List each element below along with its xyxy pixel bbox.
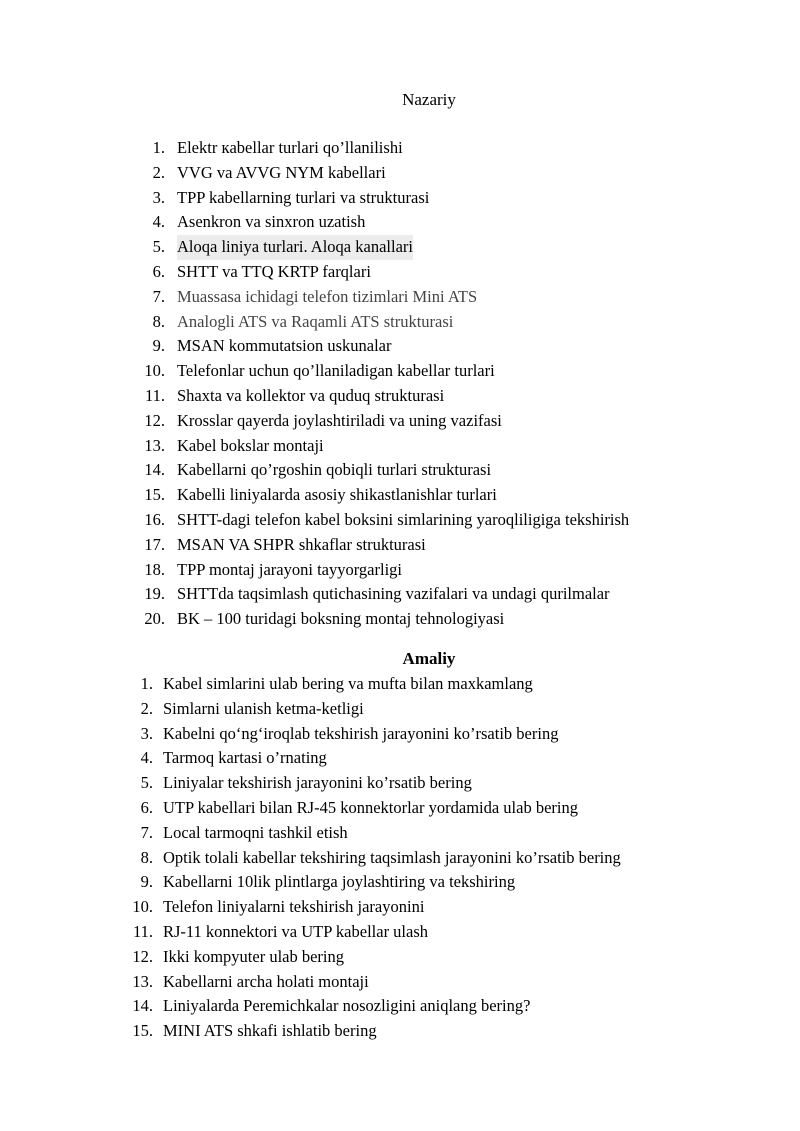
item-number: 18.: [144, 559, 165, 579]
theory-title: Nazariy: [402, 90, 456, 109]
item-text: Optik tolali kabellar tekshiring taqsimlash jarayonini ko’rsatib bering: [163, 847, 621, 867]
item-number: 12.: [144, 410, 165, 430]
item-text: Analogli ATS va Raqamli ATS strukturasi: [177, 311, 454, 331]
item-text: MINI ATS shkafi ishlatib bering: [163, 1021, 377, 1041]
item-text: Liniyalar tekshirish jarayonini ko’rsatib bering: [163, 773, 472, 793]
item-text: RJ-11 konnektori va UTP kabellar ulash: [163, 921, 429, 941]
item-number: 6.: [152, 261, 165, 281]
item-number: 9.: [140, 872, 153, 892]
item-text: Kabel simlarini ulab bering va mufta bilan maxkamlang: [163, 674, 533, 693]
item-number: 10.: [132, 897, 153, 917]
item-text: MSAN kommutatsion uskunalar: [177, 336, 392, 356]
item-text: VVG va AVVG NYM kabellari: [177, 162, 386, 182]
item-text: SHTTda taqsimlash qutichasining vazifalari va undagi qurilmalar: [177, 584, 610, 604]
item-text: MSAN VA SHPR shkaflar strukturasi: [177, 534, 426, 554]
item-text: Kabel bokslar montaji: [177, 435, 324, 455]
item-number: 3.: [152, 187, 165, 207]
item-number: 11.: [132, 921, 153, 941]
item-number: 11.: [144, 385, 165, 405]
item-number: 3.: [140, 723, 153, 743]
item-number: 15.: [132, 1021, 153, 1041]
item-text: Aloqa liniya turlari. Aloqa kanallari: [177, 235, 413, 260]
item-number: 2.: [140, 698, 153, 718]
item-number: 14.: [132, 996, 153, 1016]
item-number: 10.: [144, 361, 165, 381]
item-text: TPP montaj jarayoni tayyorgarligi: [177, 559, 403, 579]
item-number: 13.: [144, 435, 165, 455]
item-number: 1.: [140, 674, 153, 693]
item-number: 5.: [152, 237, 165, 257]
item-text: Ikki kompyuter ulab bering: [163, 946, 345, 966]
item-number: 19.: [144, 584, 165, 604]
item-number: 4.: [152, 212, 165, 232]
item-text: Shaxta va kollektor va quduq strukturasi: [177, 385, 445, 405]
item-number: 1.: [152, 138, 165, 157]
item-text: Liniyalarda Peremichkalar nosozligini aniqlang bering?: [163, 996, 531, 1016]
item-text: Telefonlar uchun qo’llaniladigan kabellar turlari: [177, 361, 495, 381]
item-text: SHTT va TTQ KRTP farqlari: [177, 261, 371, 281]
item-number: 8.: [140, 847, 153, 867]
item-text: Asenkron va sinxron uzatish: [177, 212, 366, 232]
item-text: Kabellarni archa holati montaji: [163, 971, 369, 991]
item-number: 5.: [140, 773, 153, 793]
item-text: BK – 100 turidagi boksning montaj tehnologiyasi: [177, 609, 505, 629]
item-text: TPP kabellarning turlari va strukturasi: [177, 187, 430, 207]
item-number: 17.: [144, 534, 165, 554]
item-number: 4.: [140, 748, 153, 768]
item-number: 6.: [140, 797, 153, 817]
item-text: Simlarni ulanish ketma-ketligi: [163, 698, 364, 718]
item-text: Kabelni qo‘ng‘iroqlab tekshirish jarayonini ko’rsatib bering: [163, 723, 559, 743]
item-text: SHTT-dagi telefon kabel boksini simlarining yaroqliligiga tekshirish: [177, 509, 630, 529]
item-text: Kabellarni qo’rgoshin qobiqli turlari strukturasi: [177, 460, 492, 480]
item-text: UTP kabellari bilan RJ-45 konnektorlar yordamida ulab bering: [163, 797, 578, 817]
item-text: Telefon liniyalarni tekshirish jarayonini: [163, 897, 425, 917]
item-number: 15.: [144, 485, 165, 505]
item-number: 16.: [144, 509, 165, 529]
item-text: Krosslar qayerda joylashtiriladi va uning vazifasi: [177, 410, 502, 430]
item-text: Kabelli liniyalarda asosiy shikastlanishlar turlari: [177, 485, 497, 505]
item-number: 8.: [152, 311, 165, 331]
practice-title: Amaliy: [402, 649, 456, 668]
item-number: 20.: [144, 609, 165, 629]
item-number: 12.: [132, 946, 153, 966]
item-number: 7.: [140, 822, 153, 842]
item-number: 7.: [152, 286, 165, 306]
item-text: Kabellarni 10lik plintlarga joylashtiring va tekshiring: [163, 872, 516, 892]
item-text: Elektr кabellar turlari qo’llanilishi: [177, 138, 403, 157]
item-number: 13.: [132, 971, 153, 991]
item-text: Local tarmoqni tashkil etish: [163, 822, 348, 842]
item-text: Muassasa ichidagi telefon tizimlari Mini ATS: [177, 286, 478, 306]
item-number: 9.: [152, 336, 165, 356]
item-number: 14.: [144, 460, 165, 480]
item-text: Tarmoq kartasi o’rnating: [163, 748, 327, 768]
item-number: 2.: [152, 162, 165, 182]
